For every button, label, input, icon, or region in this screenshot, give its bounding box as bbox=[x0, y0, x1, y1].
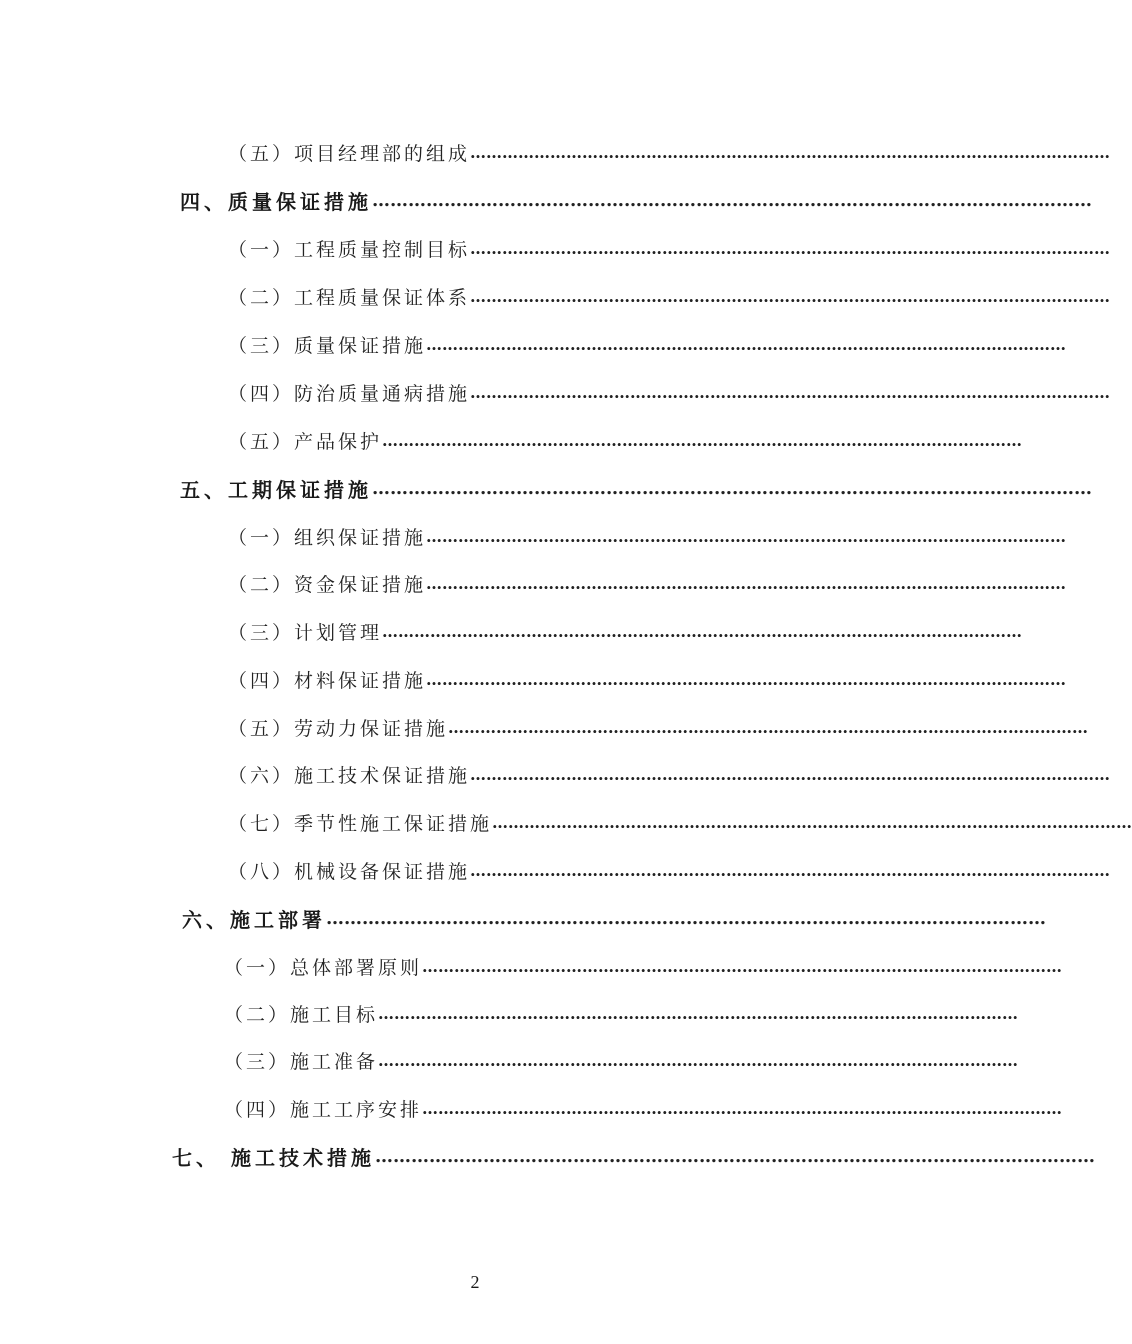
toc-entry-text: （三）计划管理 bbox=[228, 621, 383, 644]
toc-entry-text: （八）机械设备保证措施 bbox=[228, 860, 471, 883]
toc-section bbox=[182, 901, 1046, 935]
toc-section-text: 六、施工部署 bbox=[182, 907, 326, 932]
toc-entry-text: （一）工程质量控制目标 bbox=[228, 238, 471, 261]
toc-leader-dots: ………………………………………………………………………………………………………… bbox=[382, 621, 1023, 641]
toc-entry-text: （一）总体部署原则 bbox=[224, 956, 423, 979]
toc-entry-text: （二）资金保证措施 bbox=[228, 573, 427, 596]
toc-leader-dots: ………………………………………………………………………………………………………… bbox=[422, 1098, 1063, 1118]
toc-section bbox=[180, 471, 1092, 505]
toc-entry-text: （二）施工目标 bbox=[224, 1003, 379, 1026]
toc-entry bbox=[228, 662, 1067, 696]
toc-leader-dots: ………………………………………………………………………………………………………… bbox=[470, 764, 1111, 784]
toc-leader-dots: ………………………………………………………………………………………………………… bbox=[326, 907, 1046, 929]
toc-entry bbox=[228, 135, 1111, 169]
toc-entry-text: （三）质量保证措施 bbox=[228, 334, 427, 357]
toc-leader-dots: ………………………………………………………………………………………………………… bbox=[372, 189, 1092, 211]
toc-section bbox=[180, 183, 1092, 217]
toc-entry bbox=[228, 757, 1111, 791]
toc-entry-text: （四）施工工序安排 bbox=[224, 1098, 423, 1121]
toc-entry-text: （五）项目经理部的组成 bbox=[228, 142, 471, 165]
toc-section-text: 四、质量保证措施 bbox=[180, 189, 372, 214]
toc-entry-text: （五）产品保护 bbox=[228, 430, 383, 453]
toc-entry bbox=[224, 996, 1019, 1030]
toc-entry bbox=[228, 566, 1067, 600]
toc-leader-dots: ………………………………………………………………………………………………………… bbox=[422, 956, 1063, 976]
toc-leader-dots: ………………………………………………………………………………………………………… bbox=[492, 812, 1132, 832]
toc-entry bbox=[224, 1091, 1063, 1125]
toc-leader-dots: ………………………………………………………………………………………………………… bbox=[374, 1145, 1095, 1167]
toc-entry bbox=[228, 853, 1111, 887]
toc-entry-text: （四）防治质量通病措施 bbox=[228, 382, 471, 405]
toc-entry bbox=[228, 231, 1111, 265]
toc-entry-text: （三）施工准备 bbox=[224, 1050, 379, 1073]
toc-section-text: 五、工期保证措施 bbox=[180, 477, 372, 502]
toc-entry-text: （二）工程质量保证体系 bbox=[228, 286, 471, 309]
toc-entry-text: （七）季节性施工保证措施 bbox=[228, 812, 493, 835]
toc-entry bbox=[228, 375, 1111, 409]
toc-leader-dots: ………………………………………………………………………………………………………… bbox=[426, 573, 1067, 593]
toc-entry-text: （五）劳动力保证措施 bbox=[228, 717, 449, 740]
toc-entry bbox=[228, 423, 1023, 457]
toc-leader-dots: ………………………………………………………………………………………………………… bbox=[470, 238, 1111, 258]
toc-leader-dots: ………………………………………………………………………………………………………… bbox=[426, 334, 1067, 354]
toc-leader-dots: ………………………………………………………………………………………………………… bbox=[448, 717, 1089, 737]
toc-leader-dots: ………………………………………………………………………………………………………… bbox=[372, 477, 1092, 499]
toc-section bbox=[172, 1139, 1095, 1173]
toc-section-text: 七、 施工技术措施 bbox=[172, 1145, 375, 1170]
toc-leader-dots: ………………………………………………………………………………………………………… bbox=[378, 1003, 1019, 1023]
toc-entry bbox=[228, 614, 1023, 648]
toc-leader-dots: ………………………………………………………………………………………………………… bbox=[378, 1050, 1019, 1070]
toc-leader-dots: ………………………………………………………………………………………………………… bbox=[470, 382, 1111, 402]
toc-leader-dots: ………………………………………………………………………………………………………… bbox=[470, 286, 1111, 306]
toc-leader-dots: ………………………………………………………………………………………………………… bbox=[382, 430, 1023, 450]
toc-leader-dots: ………………………………………………………………………………………………………… bbox=[426, 669, 1067, 689]
toc-entry-text: （四）材料保证措施 bbox=[228, 669, 427, 692]
toc-entry bbox=[224, 949, 1063, 983]
toc-entry bbox=[228, 279, 1111, 313]
toc-entry bbox=[228, 710, 1089, 744]
toc-entry-text: （六）施工技术保证措施 bbox=[228, 764, 471, 787]
toc-entry bbox=[228, 327, 1067, 361]
toc-leader-dots: ………………………………………………………………………………………………………… bbox=[470, 142, 1111, 162]
toc-entry-text: （一）组织保证措施 bbox=[228, 526, 427, 549]
toc-entry bbox=[228, 805, 1132, 839]
toc-entry bbox=[224, 1043, 1019, 1077]
page-number: 2 bbox=[470, 1272, 480, 1292]
toc-entry bbox=[228, 519, 1067, 553]
toc-leader-dots: ………………………………………………………………………………………………………… bbox=[426, 526, 1067, 546]
toc-leader-dots: ………………………………………………………………………………………………………… bbox=[470, 860, 1111, 880]
